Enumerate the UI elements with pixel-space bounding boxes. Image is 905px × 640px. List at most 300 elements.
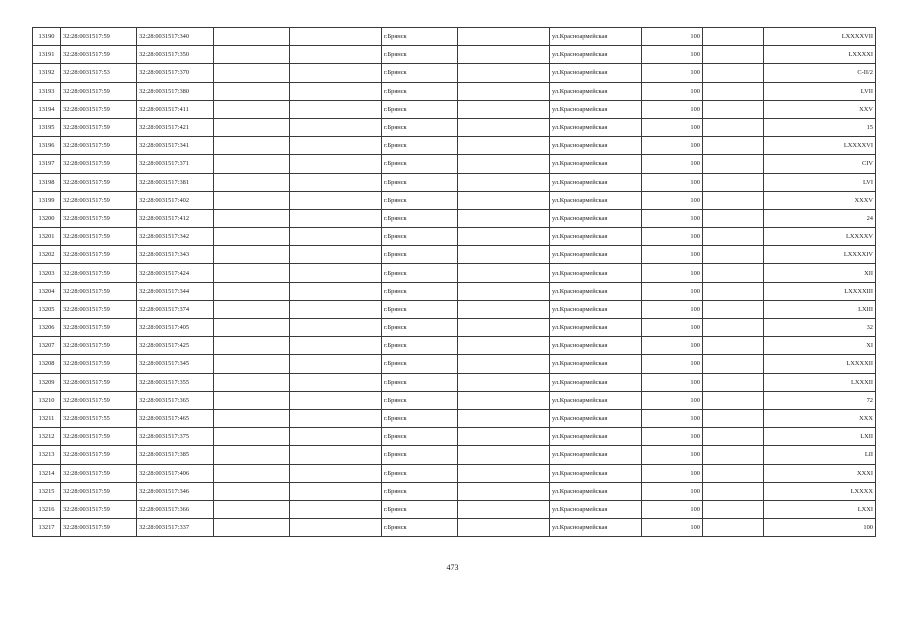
empty-cell — [458, 264, 550, 282]
city-cell: г.Брянск — [382, 100, 458, 118]
cadastral-number-cell: 32:28:0031517:59 — [61, 519, 137, 537]
empty-cell — [458, 209, 550, 227]
premises-number-cell: 72 — [764, 391, 876, 409]
value-cell: 100 — [642, 191, 703, 209]
empty-cell — [214, 118, 290, 136]
empty-cell — [703, 300, 764, 318]
empty-cell — [703, 28, 764, 46]
empty-cell — [703, 209, 764, 227]
street-cell: ул.Красноармейская — [550, 373, 642, 391]
city-cell: г.Брянск — [382, 209, 458, 227]
city-cell: г.Брянск — [382, 300, 458, 318]
empty-cell — [458, 100, 550, 118]
empty-cell — [458, 228, 550, 246]
empty-cell — [214, 137, 290, 155]
street-cell: ул.Красноармейская — [550, 409, 642, 427]
city-cell: г.Брянск — [382, 391, 458, 409]
cadastral-number-cell: 32:28:0031517:59 — [61, 428, 137, 446]
row-number-cell: 13198 — [33, 173, 61, 191]
empty-cell — [458, 500, 550, 518]
premises-number-cell: LII — [764, 446, 876, 464]
empty-cell — [290, 100, 382, 118]
object-number-cell: 32:28:0031517:370 — [137, 64, 214, 82]
row-number-cell: 13207 — [33, 337, 61, 355]
empty-cell — [214, 191, 290, 209]
empty-cell — [290, 82, 382, 100]
table-row — [33, 519, 876, 537]
premises-number-cell: LXIII — [764, 300, 876, 318]
row-number-cell: 13217 — [33, 519, 61, 537]
row-number-cell: 13202 — [33, 246, 61, 264]
empty-cell — [703, 46, 764, 64]
empty-cell — [214, 173, 290, 191]
empty-cell — [290, 118, 382, 136]
empty-cell — [290, 64, 382, 82]
empty-cell — [703, 337, 764, 355]
object-number-cell: 32:28:0031517:406 — [137, 464, 214, 482]
object-number-cell: 32:28:0031517:465 — [137, 409, 214, 427]
cadastral-number-cell: 32:28:0031517:59 — [61, 137, 137, 155]
premises-number-cell: LVII — [764, 82, 876, 100]
row-number-cell: 13212 — [33, 428, 61, 446]
cadastral-number-cell: 32:28:0031517:53 — [61, 64, 137, 82]
register-table — [32, 27, 876, 537]
table-row — [33, 209, 876, 227]
city-cell: г.Брянск — [382, 137, 458, 155]
table-row — [33, 155, 876, 173]
city-cell: г.Брянск — [382, 173, 458, 191]
empty-cell — [703, 282, 764, 300]
object-number-cell: 32:28:0031517:425 — [137, 337, 214, 355]
object-number-cell: 32:28:0031517:343 — [137, 246, 214, 264]
empty-cell — [703, 409, 764, 427]
empty-cell — [290, 173, 382, 191]
row-number-cell: 13200 — [33, 209, 61, 227]
table-row — [33, 228, 876, 246]
empty-cell — [703, 391, 764, 409]
value-cell: 100 — [642, 446, 703, 464]
cadastral-number-cell: 32:28:0031517:59 — [61, 319, 137, 337]
empty-cell — [703, 519, 764, 537]
street-cell: ул.Красноармейская — [550, 519, 642, 537]
cadastral-number-cell: 32:28:0031517:59 — [61, 391, 137, 409]
premises-number-cell: LXXXXI — [764, 46, 876, 64]
city-cell: г.Брянск — [382, 355, 458, 373]
street-cell: ул.Красноармейская — [550, 428, 642, 446]
empty-cell — [214, 209, 290, 227]
value-cell: 100 — [642, 300, 703, 318]
cadastral-number-cell: 32:28:0031517:59 — [61, 228, 137, 246]
value-cell: 100 — [642, 64, 703, 82]
row-number-cell: 13210 — [33, 391, 61, 409]
value-cell: 100 — [642, 500, 703, 518]
premises-number-cell: 24 — [764, 209, 876, 227]
empty-cell — [290, 209, 382, 227]
premises-number-cell: LXXXX — [764, 482, 876, 500]
street-cell: ул.Красноармейская — [550, 191, 642, 209]
empty-cell — [703, 500, 764, 518]
row-number-cell: 13214 — [33, 464, 61, 482]
premises-number-cell: XXXI — [764, 464, 876, 482]
empty-cell — [458, 355, 550, 373]
city-cell: г.Брянск — [382, 428, 458, 446]
empty-cell — [290, 228, 382, 246]
empty-cell — [290, 191, 382, 209]
street-cell: ул.Красноармейская — [550, 337, 642, 355]
empty-cell — [214, 246, 290, 264]
empty-cell — [214, 337, 290, 355]
value-cell: 100 — [642, 155, 703, 173]
street-cell: ул.Красноармейская — [550, 137, 642, 155]
street-cell: ул.Красноармейская — [550, 118, 642, 136]
value-cell: 100 — [642, 482, 703, 500]
empty-cell — [458, 282, 550, 300]
object-number-cell: 32:28:0031517:346 — [137, 482, 214, 500]
table-row — [33, 64, 876, 82]
cadastral-number-cell: 32:28:0031517:59 — [61, 246, 137, 264]
empty-cell — [214, 482, 290, 500]
empty-cell — [214, 464, 290, 482]
street-cell: ул.Красноармейская — [550, 391, 642, 409]
empty-cell — [290, 519, 382, 537]
value-cell: 100 — [642, 282, 703, 300]
empty-cell — [290, 409, 382, 427]
empty-cell — [290, 337, 382, 355]
cadastral-number-cell: 32:28:0031517:59 — [61, 264, 137, 282]
empty-cell — [290, 137, 382, 155]
empty-cell — [290, 482, 382, 500]
empty-cell — [290, 28, 382, 46]
city-cell: г.Брянск — [382, 282, 458, 300]
empty-cell — [703, 118, 764, 136]
street-cell: ул.Красноармейская — [550, 300, 642, 318]
row-number-cell: 13213 — [33, 446, 61, 464]
table-row — [33, 28, 876, 46]
city-cell: г.Брянск — [382, 228, 458, 246]
object-number-cell: 32:28:0031517:381 — [137, 173, 214, 191]
street-cell: ул.Красноармейская — [550, 64, 642, 82]
empty-cell — [703, 82, 764, 100]
empty-cell — [703, 264, 764, 282]
value-cell: 100 — [642, 209, 703, 227]
row-number-cell: 13201 — [33, 228, 61, 246]
object-number-cell: 32:28:0031517:350 — [137, 46, 214, 64]
table-row — [33, 46, 876, 64]
empty-cell — [214, 46, 290, 64]
empty-cell — [214, 319, 290, 337]
value-cell: 100 — [642, 228, 703, 246]
empty-cell — [214, 264, 290, 282]
cadastral-number-cell: 32:28:0031517:59 — [61, 46, 137, 64]
empty-cell — [290, 446, 382, 464]
city-cell: г.Брянск — [382, 373, 458, 391]
table-row — [33, 391, 876, 409]
table-row — [33, 355, 876, 373]
street-cell: ул.Красноармейская — [550, 355, 642, 373]
empty-cell — [703, 155, 764, 173]
cadastral-number-cell: 32:28:0031517:59 — [61, 209, 137, 227]
empty-cell — [214, 519, 290, 537]
city-cell: г.Брянск — [382, 446, 458, 464]
empty-cell — [214, 391, 290, 409]
empty-cell — [458, 28, 550, 46]
row-number-cell: 13193 — [33, 82, 61, 100]
cadastral-number-cell: 32:28:0031517:59 — [61, 355, 137, 373]
row-number-cell: 13206 — [33, 319, 61, 337]
cadastral-number-cell: 32:28:0031517:59 — [61, 482, 137, 500]
street-cell: ул.Красноармейская — [550, 173, 642, 191]
object-number-cell: 32:28:0031517:380 — [137, 82, 214, 100]
empty-cell — [290, 300, 382, 318]
street-cell: ул.Красноармейская — [550, 282, 642, 300]
street-cell: ул.Красноармейская — [550, 319, 642, 337]
row-number-cell: 13192 — [33, 64, 61, 82]
premises-number-cell: 15 — [764, 118, 876, 136]
empty-cell — [290, 500, 382, 518]
empty-cell — [703, 137, 764, 155]
value-cell: 100 — [642, 373, 703, 391]
empty-cell — [290, 46, 382, 64]
row-number-cell: 13205 — [33, 300, 61, 318]
cadastral-number-cell: 32:28:0031517:59 — [61, 300, 137, 318]
street-cell: ул.Красноармейская — [550, 228, 642, 246]
object-number-cell: 32:28:0031517:345 — [137, 355, 214, 373]
empty-cell — [214, 64, 290, 82]
object-number-cell: 32:28:0031517:341 — [137, 137, 214, 155]
city-cell: г.Брянск — [382, 500, 458, 518]
street-cell: ул.Красноармейская — [550, 464, 642, 482]
row-number-cell: 13203 — [33, 264, 61, 282]
city-cell: г.Брянск — [382, 337, 458, 355]
empty-cell — [703, 100, 764, 118]
empty-cell — [703, 246, 764, 264]
premises-number-cell: LVI — [764, 173, 876, 191]
empty-cell — [214, 300, 290, 318]
premises-number-cell: XXX — [764, 409, 876, 427]
value-cell: 100 — [642, 319, 703, 337]
empty-cell — [703, 355, 764, 373]
table-row — [33, 137, 876, 155]
register-table-body — [33, 28, 876, 537]
table-row — [33, 500, 876, 518]
value-cell: 100 — [642, 173, 703, 191]
object-number-cell: 32:28:0031517:385 — [137, 446, 214, 464]
value-cell: 100 — [642, 391, 703, 409]
empty-cell — [214, 82, 290, 100]
empty-cell — [458, 64, 550, 82]
city-cell: г.Брянск — [382, 64, 458, 82]
cadastral-number-cell: 32:28:0031517:59 — [61, 373, 137, 391]
empty-cell — [458, 300, 550, 318]
premises-number-cell: LXXXXIV — [764, 246, 876, 264]
object-number-cell: 32:28:0031517:405 — [137, 319, 214, 337]
empty-cell — [703, 173, 764, 191]
empty-cell — [214, 446, 290, 464]
object-number-cell: 32:28:0031517:366 — [137, 500, 214, 518]
city-cell: г.Брянск — [382, 482, 458, 500]
premises-number-cell: XI — [764, 337, 876, 355]
empty-cell — [290, 155, 382, 173]
cadastral-number-cell: 32:28:0031517:59 — [61, 464, 137, 482]
city-cell: г.Брянск — [382, 28, 458, 46]
premises-number-cell: XXV — [764, 100, 876, 118]
object-number-cell: 32:28:0031517:375 — [137, 428, 214, 446]
cadastral-number-cell: 32:28:0031517:59 — [61, 100, 137, 118]
empty-cell — [458, 191, 550, 209]
premises-number-cell: LXXXXVI — [764, 137, 876, 155]
table-row — [33, 300, 876, 318]
cadastral-number-cell: 32:28:0031517:59 — [61, 282, 137, 300]
empty-cell — [214, 282, 290, 300]
empty-cell — [458, 428, 550, 446]
value-cell: 100 — [642, 355, 703, 373]
empty-cell — [458, 118, 550, 136]
row-number-cell: 13204 — [33, 282, 61, 300]
row-number-cell: 13195 — [33, 118, 61, 136]
empty-cell — [214, 428, 290, 446]
empty-cell — [458, 464, 550, 482]
value-cell: 100 — [642, 82, 703, 100]
premises-number-cell: XXXV — [764, 191, 876, 209]
empty-cell — [290, 428, 382, 446]
empty-cell — [290, 282, 382, 300]
empty-cell — [458, 46, 550, 64]
premises-number-cell: С-II/2 — [764, 64, 876, 82]
cadastral-number-cell: 32:28:0031517:59 — [61, 82, 137, 100]
value-cell: 100 — [642, 137, 703, 155]
table-row — [33, 264, 876, 282]
value-cell: 100 — [642, 28, 703, 46]
empty-cell — [458, 519, 550, 537]
premises-number-cell: LXXXXIII — [764, 282, 876, 300]
table-row — [33, 409, 876, 427]
table-row — [33, 482, 876, 500]
object-number-cell: 32:28:0031517:371 — [137, 155, 214, 173]
street-cell: ул.Красноармейская — [550, 446, 642, 464]
empty-cell — [290, 464, 382, 482]
table-row — [33, 337, 876, 355]
object-number-cell: 32:28:0031517:344 — [137, 282, 214, 300]
empty-cell — [703, 64, 764, 82]
row-number-cell: 13215 — [33, 482, 61, 500]
city-cell: г.Брянск — [382, 155, 458, 173]
row-number-cell: 13199 — [33, 191, 61, 209]
empty-cell — [703, 428, 764, 446]
object-number-cell: 32:28:0031517:355 — [137, 373, 214, 391]
empty-cell — [214, 355, 290, 373]
object-number-cell: 32:28:0031517:374 — [137, 300, 214, 318]
empty-cell — [214, 155, 290, 173]
value-cell: 100 — [642, 428, 703, 446]
street-cell: ул.Красноармейская — [550, 100, 642, 118]
city-cell: г.Брянск — [382, 246, 458, 264]
empty-cell — [458, 337, 550, 355]
value-cell: 100 — [642, 464, 703, 482]
street-cell: ул.Красноармейская — [550, 500, 642, 518]
cadastral-number-cell: 32:28:0031517:59 — [61, 118, 137, 136]
value-cell: 100 — [642, 246, 703, 264]
row-number-cell: 13209 — [33, 373, 61, 391]
table-row — [33, 191, 876, 209]
premises-number-cell: 100 — [764, 519, 876, 537]
table-row — [33, 100, 876, 118]
cadastral-number-cell: 32:28:0031517:59 — [61, 446, 137, 464]
empty-cell — [214, 28, 290, 46]
empty-cell — [703, 373, 764, 391]
cadastral-number-cell: 32:28:0031517:59 — [61, 28, 137, 46]
object-number-cell: 32:28:0031517:421 — [137, 118, 214, 136]
row-number-cell: 13194 — [33, 100, 61, 118]
premises-number-cell: LXXXXV — [764, 228, 876, 246]
street-cell: ул.Красноармейская — [550, 482, 642, 500]
row-number-cell: 13197 — [33, 155, 61, 173]
empty-cell — [458, 482, 550, 500]
city-cell: г.Брянск — [382, 46, 458, 64]
street-cell: ул.Красноармейская — [550, 246, 642, 264]
city-cell: г.Брянск — [382, 319, 458, 337]
value-cell: 100 — [642, 100, 703, 118]
premises-number-cell: CIV — [764, 155, 876, 173]
cadastral-number-cell: 32:28:0031517:55 — [61, 409, 137, 427]
row-number-cell: 13190 — [33, 28, 61, 46]
object-number-cell: 32:28:0031517:342 — [137, 228, 214, 246]
table-row — [33, 118, 876, 136]
premises-number-cell: LXXXII — [764, 373, 876, 391]
empty-cell — [703, 319, 764, 337]
premises-number-cell: 32 — [764, 319, 876, 337]
empty-cell — [214, 100, 290, 118]
empty-cell — [458, 155, 550, 173]
empty-cell — [458, 446, 550, 464]
empty-cell — [458, 373, 550, 391]
premises-number-cell: LXII — [764, 428, 876, 446]
value-cell: 100 — [642, 337, 703, 355]
city-cell: г.Брянск — [382, 118, 458, 136]
cadastral-number-cell: 32:28:0031517:59 — [61, 337, 137, 355]
empty-cell — [290, 355, 382, 373]
value-cell: 100 — [642, 264, 703, 282]
empty-cell — [703, 191, 764, 209]
empty-cell — [458, 173, 550, 191]
city-cell: г.Брянск — [382, 264, 458, 282]
table-row — [33, 282, 876, 300]
value-cell: 100 — [642, 409, 703, 427]
cadastral-number-cell: 32:28:0031517:59 — [61, 173, 137, 191]
street-cell: ул.Красноармейская — [550, 46, 642, 64]
object-number-cell: 32:28:0031517:424 — [137, 264, 214, 282]
table-row — [33, 319, 876, 337]
empty-cell — [214, 500, 290, 518]
empty-cell — [703, 228, 764, 246]
premises-number-cell: LXXI — [764, 500, 876, 518]
empty-cell — [290, 246, 382, 264]
empty-cell — [214, 409, 290, 427]
city-cell: г.Брянск — [382, 409, 458, 427]
city-cell: г.Брянск — [382, 82, 458, 100]
empty-cell — [458, 137, 550, 155]
empty-cell — [703, 446, 764, 464]
empty-cell — [458, 409, 550, 427]
object-number-cell: 32:28:0031517:412 — [137, 209, 214, 227]
cadastral-number-cell: 32:28:0031517:59 — [61, 155, 137, 173]
table-row — [33, 173, 876, 191]
city-cell: г.Брянск — [382, 191, 458, 209]
empty-cell — [703, 464, 764, 482]
object-number-cell: 32:28:0031517:402 — [137, 191, 214, 209]
object-number-cell: 32:28:0031517:340 — [137, 28, 214, 46]
empty-cell — [290, 264, 382, 282]
premises-number-cell: LXXXXVII — [764, 28, 876, 46]
